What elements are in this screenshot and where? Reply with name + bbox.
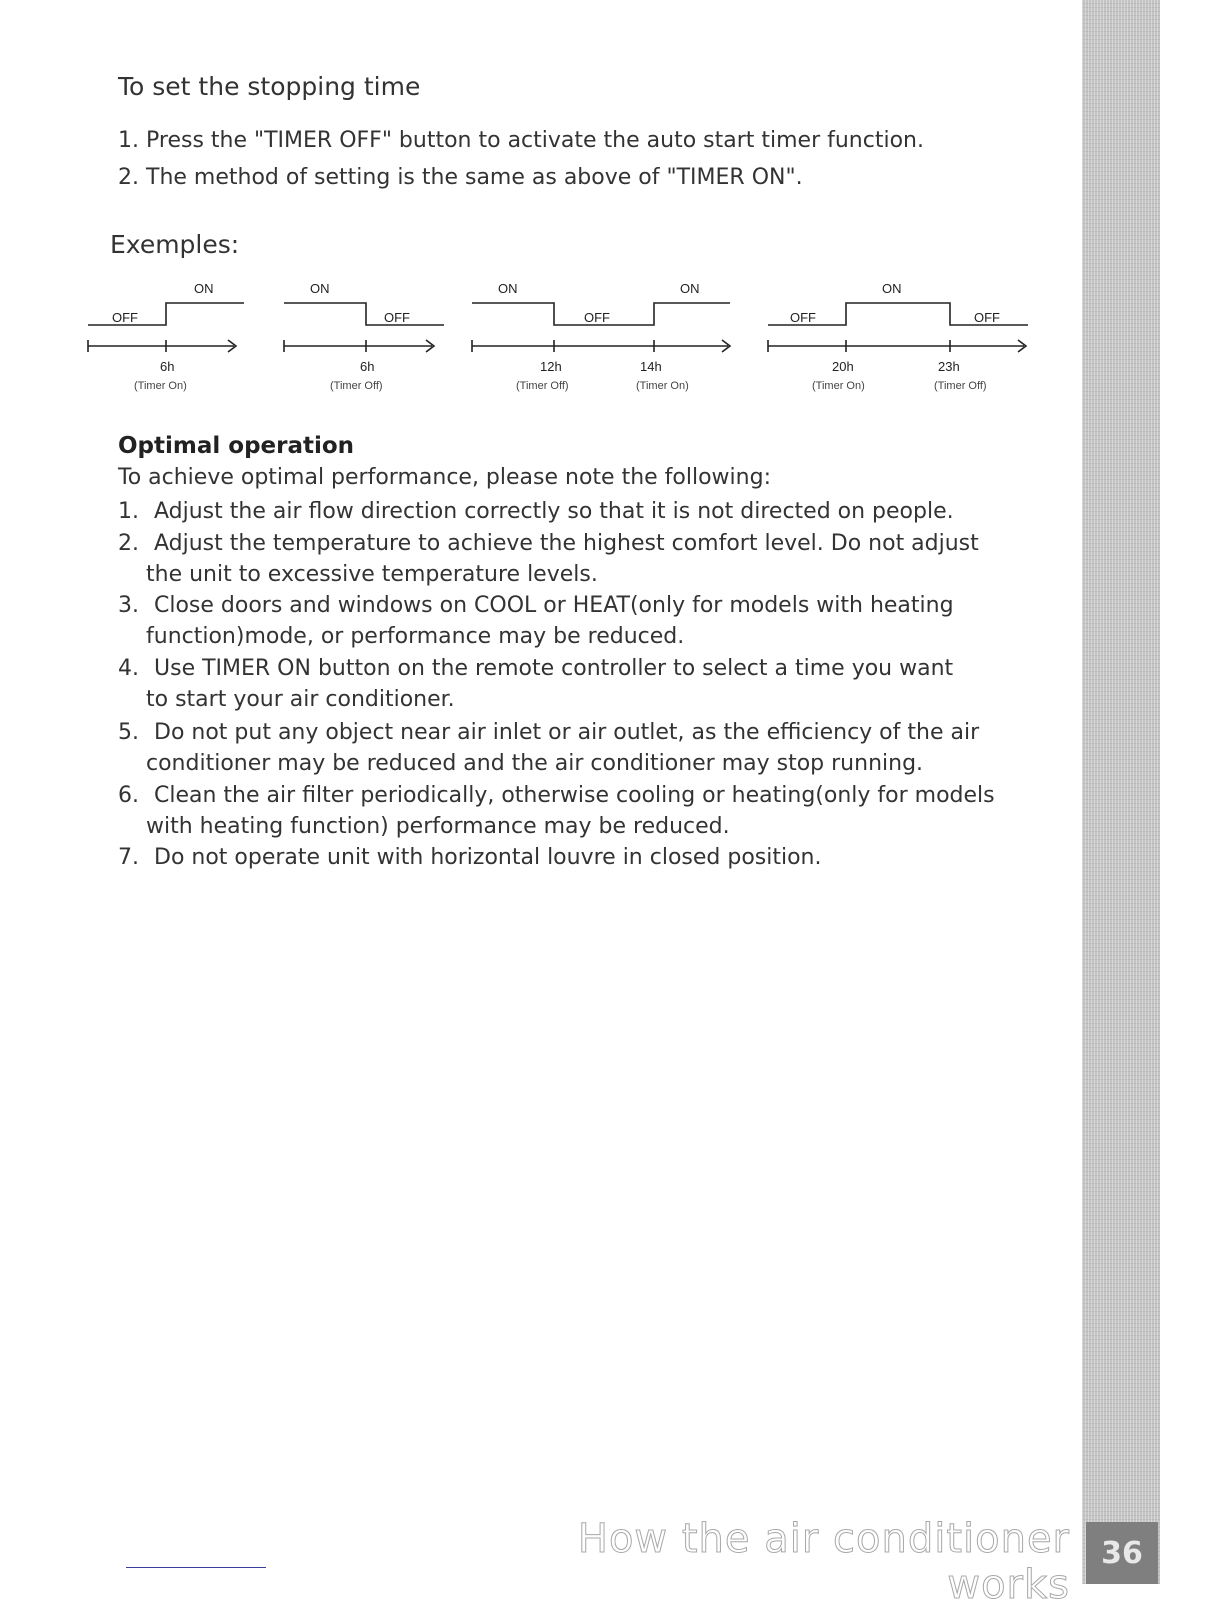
- diagram-1-on-label: ON: [194, 281, 214, 296]
- diagram-2-time: 6h: [360, 359, 375, 374]
- diagram-2-on-label: ON: [310, 281, 330, 296]
- diagram-4-mode-1: (Timer On): [812, 380, 865, 392]
- diagram-3-on-label-1: ON: [498, 281, 518, 296]
- diagram-2-signal: [284, 303, 444, 325]
- optimal-item-2: [118, 528, 979, 590]
- step-1-number: 1.: [118, 128, 139, 153]
- diagram-3-off-label: OFF: [584, 310, 610, 325]
- item-number: 2.: [118, 531, 139, 556]
- footer-title: How the air conditioner works: [577, 1516, 1070, 1608]
- item-line: with heating function) performance may be reduced.: [146, 814, 730, 839]
- diagram-4-mode-2: (Timer Off): [934, 380, 987, 392]
- page-number: 36: [1086, 1522, 1158, 1584]
- diagram-1-off-label: OFF: [112, 310, 138, 325]
- diagram-4-time-1: 20h: [832, 359, 854, 374]
- item-line: Do not put any object near air inlet or air outlet, as the efficiency of the air: [154, 720, 980, 745]
- diagram-4-off-label-1: OFF: [790, 310, 816, 325]
- diagram-3-mode-2: (Timer On): [636, 380, 689, 392]
- optimal-item-4: [118, 653, 953, 715]
- item-line: the unit to excessive temperature levels.: [146, 562, 598, 587]
- diagram-2-off-label: OFF: [384, 310, 410, 325]
- diagram-4-off-label-2: OFF: [974, 310, 1000, 325]
- item-number: 5.: [118, 720, 139, 745]
- diagram-3-time-1: 12h: [540, 359, 562, 374]
- diagram-1-time: 6h: [160, 359, 175, 374]
- item-line: Adjust the temperature to achieve the highest comfort level. Do not adjust: [154, 531, 979, 556]
- item-number: 4.: [118, 656, 139, 681]
- item-line: Use TIMER ON button on the remote controller to select a time you want: [154, 656, 954, 681]
- step-1: [118, 128, 924, 153]
- diagram-3-mode-1: (Timer Off): [516, 380, 569, 392]
- footer-rule: [126, 1567, 266, 1568]
- optimal-item-6: [118, 780, 995, 842]
- diagram-4-axis: [768, 340, 1026, 352]
- step-2: [118, 165, 803, 190]
- diagram-3-on-label-2: ON: [680, 281, 700, 296]
- diagram-3-axis: [472, 340, 730, 352]
- timer-diagrams: [84, 274, 1044, 404]
- item-line: Do not operate unit with horizontal louvre in closed position.: [154, 845, 822, 870]
- diagram-3-time-2: 14h: [640, 359, 662, 374]
- item-line: Clean the air filter periodically, otherwise cooling or heating(only for models: [154, 783, 995, 808]
- step-1-text: Press the "TIMER OFF" button to activate the auto start timer function.: [146, 128, 924, 153]
- item-number: 1.: [118, 499, 139, 524]
- diagram-4-on-label: ON: [882, 281, 902, 296]
- item-line: Close doors and windows on COOL or HEAT(only for models with heating: [154, 593, 954, 618]
- diagram-4-time-2: 23h: [938, 359, 960, 374]
- optimal-operation-title: Optimal operation: [118, 433, 355, 459]
- step-2-text: The method of setting is the same as above of "TIMER ON".: [146, 165, 803, 190]
- item-line: to start your air conditioner.: [146, 687, 455, 712]
- examples-label: Exemples:: [110, 230, 240, 259]
- page-sidebar-band: [1082, 0, 1160, 1584]
- section-heading: To set the stopping time: [118, 72, 421, 101]
- optimal-item-5: [118, 717, 979, 779]
- item-number: 7.: [118, 845, 139, 870]
- diagram-2-axis: [284, 340, 434, 352]
- diagram-2-mode: (Timer Off): [330, 380, 383, 392]
- optimal-intro: To achieve optimal performance, please note the following:: [118, 465, 771, 490]
- diagram-1-mode: (Timer On): [134, 380, 187, 392]
- item-line: Adjust the air flow direction correctly so that it is not directed on people.: [154, 499, 954, 524]
- optimal-item-7: [118, 842, 822, 873]
- optimal-item-3: [118, 590, 954, 652]
- item-line: conditioner may be reduced and the air conditioner may stop running.: [146, 751, 924, 776]
- optimal-item-1: [118, 496, 954, 527]
- item-line: function)mode, or performance may be reduced.: [146, 624, 685, 649]
- diagram-1-axis: [88, 340, 236, 352]
- item-number: 3.: [118, 593, 139, 618]
- step-2-number: 2.: [118, 165, 139, 190]
- item-number: 6.: [118, 783, 139, 808]
